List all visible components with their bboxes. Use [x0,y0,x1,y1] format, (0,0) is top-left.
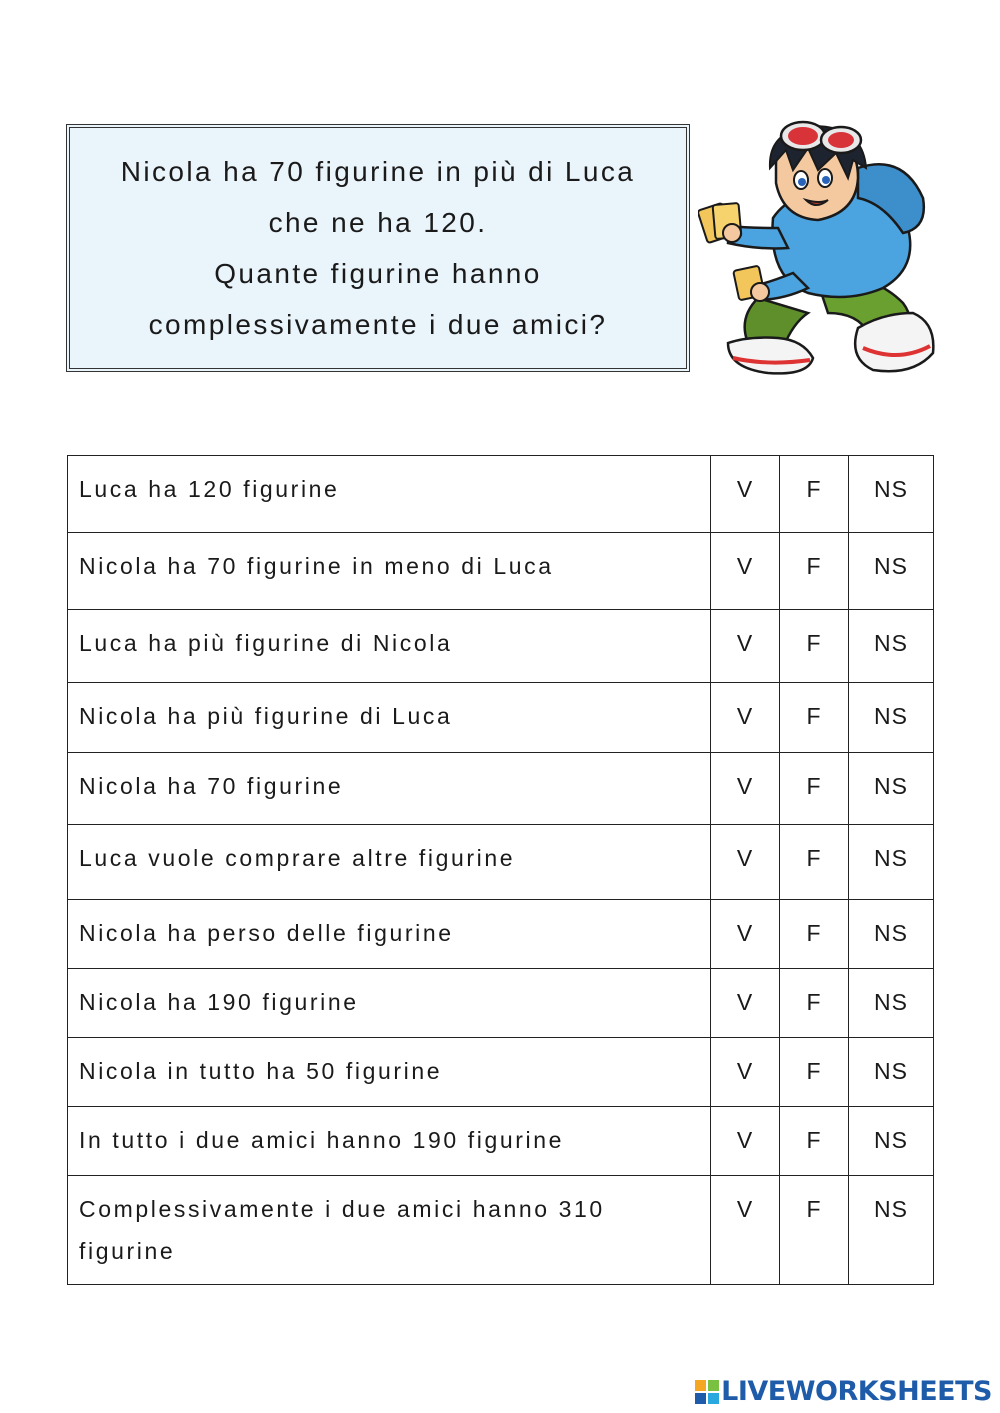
boy-with-cards-illustration [698,108,948,383]
option-v[interactable]: V [711,1176,780,1285]
table-row [68,456,934,533]
option-ns[interactable]: NS [849,1176,934,1285]
option-ns[interactable]: NS [849,456,934,533]
statement-cell: Luca ha 120 figurine [68,456,711,533]
table-body [68,456,934,1285]
option-v[interactable]: V [711,969,780,1038]
problem-line-4: complessivamente i due amici? [148,309,608,340]
option-f[interactable]: F [780,1176,849,1285]
option-v[interactable]: V [711,753,780,825]
option-f[interactable]: F [780,533,849,610]
table-row [68,1176,934,1285]
option-v[interactable]: V [711,1038,780,1107]
option-f[interactable]: F [780,900,849,969]
option-v[interactable]: V [711,900,780,969]
option-f[interactable]: F [780,753,849,825]
statement-cell: Complessivamente i due amici hanno 310 figurine [68,1176,711,1285]
option-ns[interactable]: NS [849,610,934,683]
table-row [68,1038,934,1107]
liveworksheets-logo [695,1376,992,1407]
option-f[interactable]: F [780,610,849,683]
option-f[interactable]: F [780,683,849,753]
option-ns[interactable]: NS [849,1107,934,1176]
statement-cell: Nicola ha 70 figurine [68,753,711,825]
table-row [68,753,934,825]
liveworksheets-logo-icon [695,1380,719,1404]
statement-cell: Luca ha più figurine di Nicola [68,610,711,683]
table-row [68,533,934,610]
statement-cell: In tutto i due amici hanno 190 figurine [68,1107,711,1176]
statement-cell: Nicola in tutto ha 50 figurine [68,1038,711,1107]
table-row [68,683,934,753]
table-row [68,1107,934,1176]
option-v[interactable]: V [711,610,780,683]
problem-line-2: che ne ha 120. [268,207,488,238]
option-ns[interactable]: NS [849,969,934,1038]
statement-cell: Nicola ha più figurine di Luca [68,683,711,753]
option-v[interactable]: V [711,533,780,610]
option-f[interactable]: F [780,825,849,900]
problem-line-1: Nicola ha 70 figurine in più di Luca [120,156,636,187]
statement-cell: Luca vuole comprare altre figurine [68,825,711,900]
table-row [68,825,934,900]
table-row [68,900,934,969]
option-v[interactable]: V [711,825,780,900]
option-v[interactable]: V [711,456,780,533]
option-ns[interactable]: NS [849,825,934,900]
option-v[interactable]: V [711,1107,780,1176]
table-row [68,610,934,683]
option-f[interactable]: F [780,456,849,533]
option-ns[interactable]: NS [849,683,934,753]
option-v[interactable]: V [711,683,780,753]
option-f[interactable]: F [780,1038,849,1107]
table-row [68,969,934,1038]
statement-cell: Nicola ha perso delle figurine [68,900,711,969]
true-false-table [67,455,934,1285]
liveworksheets-logo-text: LIVEWORKSHEETS [721,1376,992,1407]
option-ns[interactable]: NS [849,1038,934,1107]
option-ns[interactable]: NS [849,900,934,969]
option-f[interactable]: F [780,1107,849,1176]
statement-cell: Nicola ha 70 figurine in meno di Luca [68,533,711,610]
statement-cell: Nicola ha 190 figurine [68,969,711,1038]
problem-line-3: Quante figurine hanno [214,258,542,289]
option-ns[interactable]: NS [849,753,934,825]
option-ns[interactable]: NS [849,533,934,610]
problem-box [66,124,690,372]
option-f[interactable]: F [780,969,849,1038]
